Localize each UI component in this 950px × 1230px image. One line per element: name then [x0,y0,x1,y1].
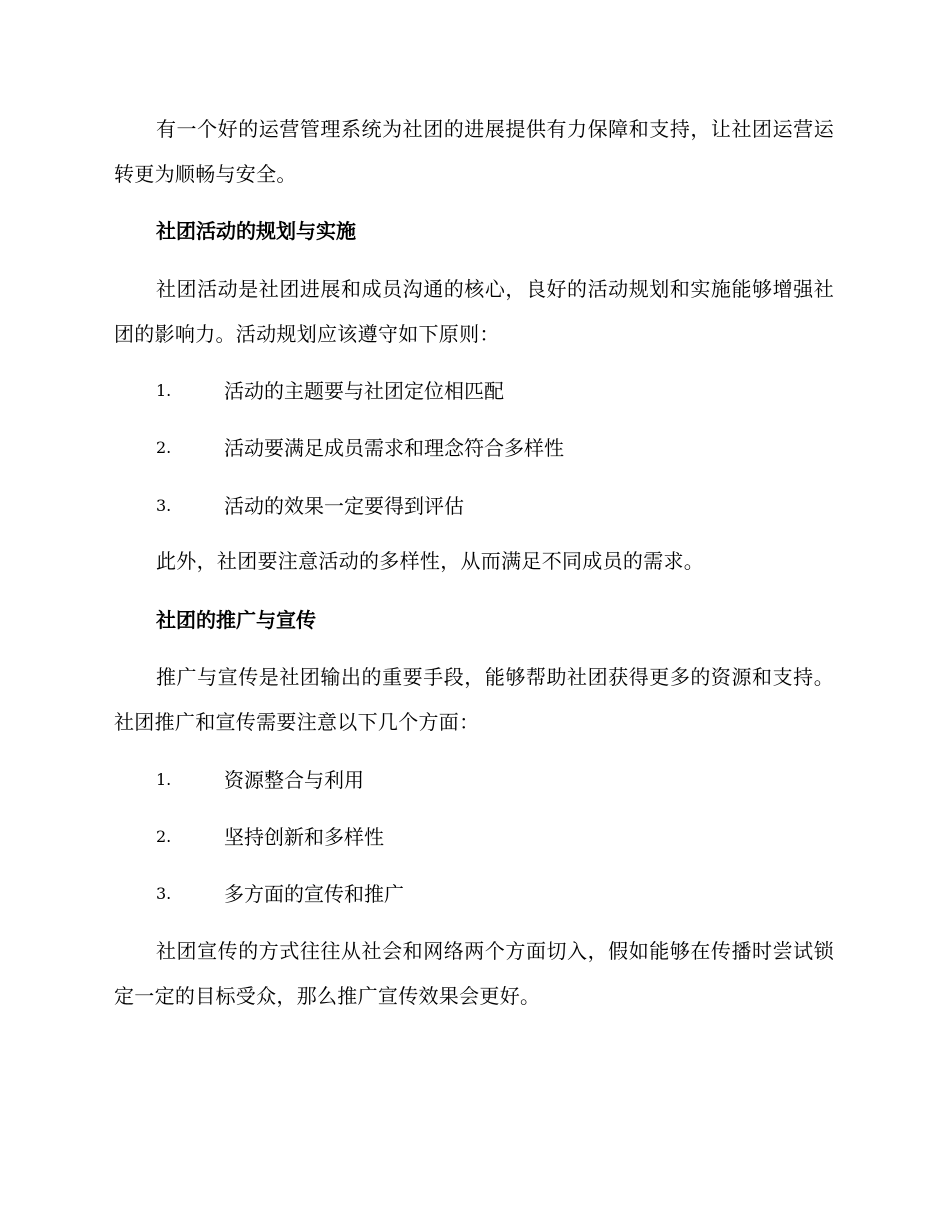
intro-paragraph: 有一个好的运营管理系统为社团的进展提供有力保障和支持，让社团运营运转更为顺畅与安全。 [114,117,834,186]
list-item [156,377,504,405]
list-item-text: 活动要满足成员需求和理念符合多样性 [224,436,564,460]
section-heading-promotion: 社团的推广与宣传 [156,608,316,632]
list-item-text: 坚持创新和多样性 [224,825,384,849]
list-number: 2. [156,827,172,846]
promotion-closing-paragraph: 社团宣传的方式往往从社会和网络两个方面切入，假如能够在传播时尝试锁定一定的目标受众，那么推广宣传效果会更好。 [114,939,834,1008]
list-number: 1. [156,770,172,789]
list-item-text: 活动的效果一定要得到评估 [224,494,464,518]
list-number: 3. [156,884,172,903]
list-number: 3. [156,496,172,515]
list-number: 1. [156,381,172,400]
list-item [156,823,384,851]
list-item [156,492,464,520]
list-item [156,434,564,462]
list-item-text: 多方面的宣传和推广 [224,882,404,906]
activities-paragraph: 社团活动是社团进展和成员沟通的核心，良好的活动规划和实施能够增强社团的影响力。活动规划应该遵守如下原则： [114,277,834,346]
section-heading-activities: 社团活动的规划与实施 [156,219,356,243]
promotion-paragraph: 推广与宣传是社团输出的重要手段，能够帮助社团获得更多的资源和支持。社团推广和宣传需要注意以下几个方面： [114,665,834,734]
list-item-text: 活动的主题要与社团定位相匹配 [224,379,504,403]
list-number: 2. [156,438,172,457]
list-item-text: 资源整合与利用 [224,768,364,792]
list-item [156,880,404,908]
activities-closing-paragraph: 此外，社团要注意活动的多样性，从而满足不同成员的需求。 [156,549,705,573]
list-item [156,766,364,794]
